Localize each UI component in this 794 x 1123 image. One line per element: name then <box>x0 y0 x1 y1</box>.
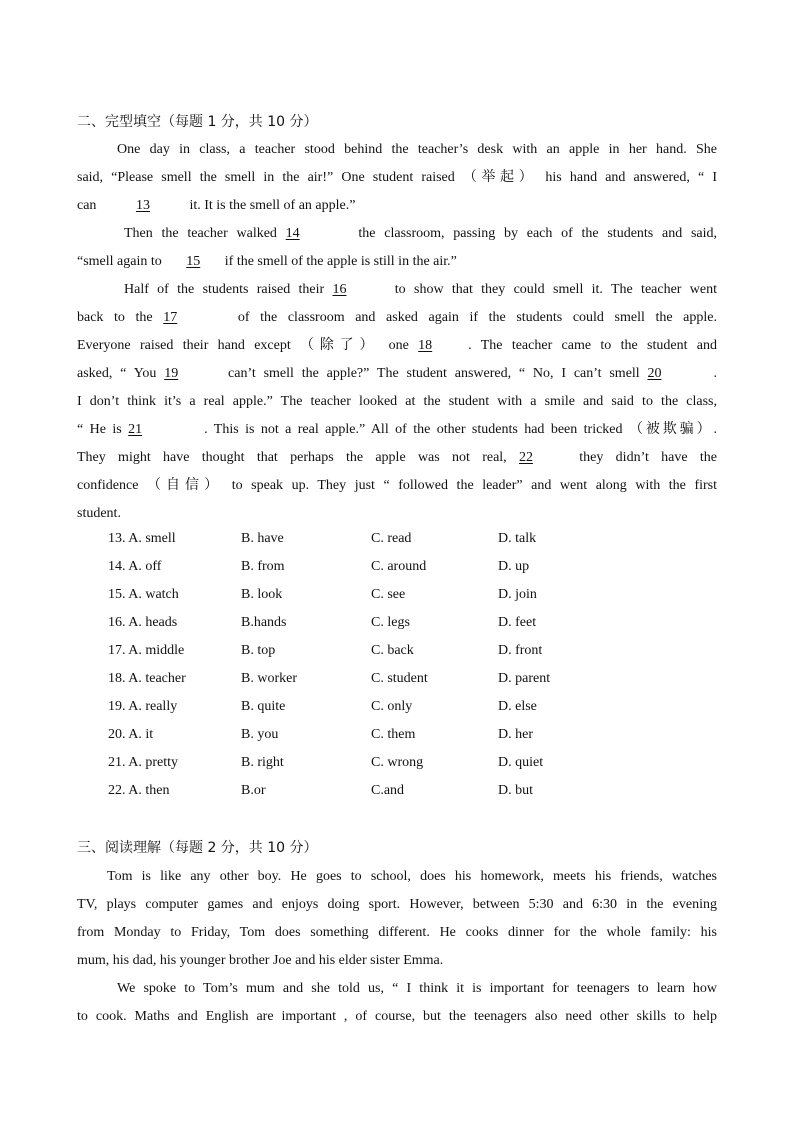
passage-text: confidence （自信） to speak up. They just “ followed the leader” and went along with the first <box>77 478 717 493</box>
option-d: D. her <box>498 727 533 742</box>
option-c: C. see <box>371 587 406 602</box>
option-b: B.hands <box>241 615 287 630</box>
option-a: 14. A. off <box>108 559 162 574</box>
option-b: B. quite <box>241 699 286 714</box>
option-d: D. else <box>498 699 537 714</box>
option-a: 21. A. pretty <box>108 755 178 770</box>
option-d: D. front <box>498 643 543 658</box>
cloze-blank: 14 <box>285 226 300 241</box>
cloze-blank: 17 <box>163 310 178 325</box>
passage-text: said, “Please smell the smell in the air!” One student raised （举起） his hand and answered, “ I <box>77 170 717 185</box>
passage-line <box>77 504 717 524</box>
reading-line: from Monday to Friday, Tom does something different. He cooks dinner for the whole family: his <box>77 925 717 940</box>
option-d: D. feet <box>498 615 537 630</box>
option-b: B.or <box>241 783 266 798</box>
passage-line <box>77 308 717 328</box>
option-row <box>108 643 608 663</box>
option-c: C. them <box>371 727 416 742</box>
passage-text: Then the teacher walked <box>124 226 286 241</box>
passage-text: . The teacher came to the student and <box>468 338 717 353</box>
option-a: 13. A. smell <box>108 531 176 546</box>
reading-line: Tom is like any other boy. He goes to school, does his homework, meets his friends, watches <box>107 869 717 884</box>
option-c: C. around <box>371 559 427 574</box>
passage-text: Half of the students raised their <box>124 282 333 297</box>
passage-text: . This is not a real apple.” All of the other students had been tricked （被欺骗）. <box>204 422 717 437</box>
passage-line <box>77 392 717 412</box>
option-row <box>108 727 608 747</box>
passage-text: of the classroom and asked again if the students could smell the apple. <box>227 310 717 325</box>
option-a: 16. A. heads <box>108 615 178 630</box>
passage-line <box>124 224 717 244</box>
section-3-heading: 三、阅读理解（每题 2 分，共 10 分） <box>77 840 318 856</box>
option-d: D. join <box>498 587 537 602</box>
cloze-blank: 15 <box>186 254 201 269</box>
reading-line: We spoke to Tom’s mum and she told us, “ I think it is important for teenagers to learn how <box>117 981 717 996</box>
option-row <box>108 531 608 551</box>
option-row <box>108 587 608 607</box>
passage-text: to show that they could smell it. The teacher went <box>386 282 717 297</box>
passage-text: “ He is <box>77 422 129 437</box>
option-row <box>108 783 608 803</box>
reading-line: to cook. Maths and English are important , of course, but the teenagers also need other skills to help <box>77 1009 717 1024</box>
option-b: B. you <box>241 727 279 742</box>
passage-text: the classroom, passing by each of the students and said, <box>349 226 717 241</box>
option-b: B. have <box>241 531 284 546</box>
option-a: 17. A. middle <box>108 643 185 658</box>
option-c: C. legs <box>371 615 410 630</box>
passage-text: if the smell of the apple is still in the air.” <box>221 254 457 269</box>
passage-line <box>124 280 717 300</box>
option-a: 22. A. then <box>108 783 170 798</box>
option-row <box>108 755 608 775</box>
option-b: B. look <box>241 587 283 602</box>
option-b: B. right <box>241 755 284 770</box>
passage-line <box>77 252 717 272</box>
passage-line <box>77 168 717 188</box>
option-d: D. up <box>498 559 530 574</box>
cloze-blank: 13 <box>135 198 150 213</box>
passage-line <box>77 196 717 216</box>
option-c: C.and <box>371 783 405 798</box>
passage-text: “smell again to <box>77 254 166 269</box>
option-a: 18. A. teacher <box>108 671 186 686</box>
passage-text: They might have thought that perhaps the apple was not real, <box>77 450 519 465</box>
passage-text: asked, “ You <box>77 366 165 381</box>
cloze-blank: 19 <box>164 366 179 381</box>
passage-text: One day in class, a teacher stood behind the teacher’s desk with an apple in her hand. She <box>117 142 717 157</box>
passage-text: can <box>77 198 100 213</box>
passage-text: student. <box>77 506 121 521</box>
option-row <box>108 699 608 719</box>
passage-text: I don’t think it’s a real apple.” The teacher looked at the student with a smile and said to the class, <box>77 394 717 409</box>
passage-line <box>117 140 717 160</box>
passage-text: . <box>713 366 717 381</box>
passage-line <box>77 336 717 356</box>
cloze-blank: 18 <box>418 338 433 353</box>
passage-text: they didn’t have the <box>566 450 717 465</box>
option-a: 20. A. it <box>108 727 154 742</box>
passage-text: can’t smell the apple?” The student answered, “ No, I can’t smell <box>220 366 648 381</box>
option-c: C. read <box>371 531 412 546</box>
passage-line <box>77 364 717 384</box>
passage-line <box>77 448 717 468</box>
passage-text: it. It is the smell of an apple.” <box>185 198 356 213</box>
cloze-blank: 20 <box>647 366 662 381</box>
answer-options <box>108 531 608 811</box>
cloze-blank: 22 <box>518 450 533 465</box>
passage-line <box>77 420 717 440</box>
option-c: C. only <box>371 699 413 714</box>
option-b: B. from <box>241 559 285 574</box>
passage-line <box>77 476 717 496</box>
option-a: 19. A. really <box>108 699 178 714</box>
option-c: C. wrong <box>371 755 424 770</box>
passage-text: back to the <box>77 310 164 325</box>
cloze-blank: 16 <box>332 282 347 297</box>
reading-line: TV, plays computer games and enjoys doing sport. However, between 5:30 and 6:30 in the evening <box>77 897 717 912</box>
option-d: D. talk <box>498 531 537 546</box>
option-b: B. top <box>241 643 276 658</box>
option-a: 15. A. watch <box>108 587 179 602</box>
option-row <box>108 671 608 691</box>
passage-text: Everyone raised their hand except （除了） one <box>77 338 419 353</box>
option-row <box>108 559 608 579</box>
option-c: C. back <box>371 643 414 658</box>
option-d: D. but <box>498 783 533 798</box>
option-row <box>108 615 608 635</box>
reading-line: mum, his dad, his younger brother Joe and his elder sister Emma. <box>77 953 444 968</box>
option-d: D. parent <box>498 671 551 686</box>
cloze-blank: 21 <box>128 422 143 437</box>
option-b: B. worker <box>241 671 297 686</box>
section-2-heading: 二、完型填空（每题 1 分，共 10 分） <box>77 114 318 130</box>
option-c: C. student <box>371 671 428 686</box>
option-d: D. quiet <box>498 755 544 770</box>
